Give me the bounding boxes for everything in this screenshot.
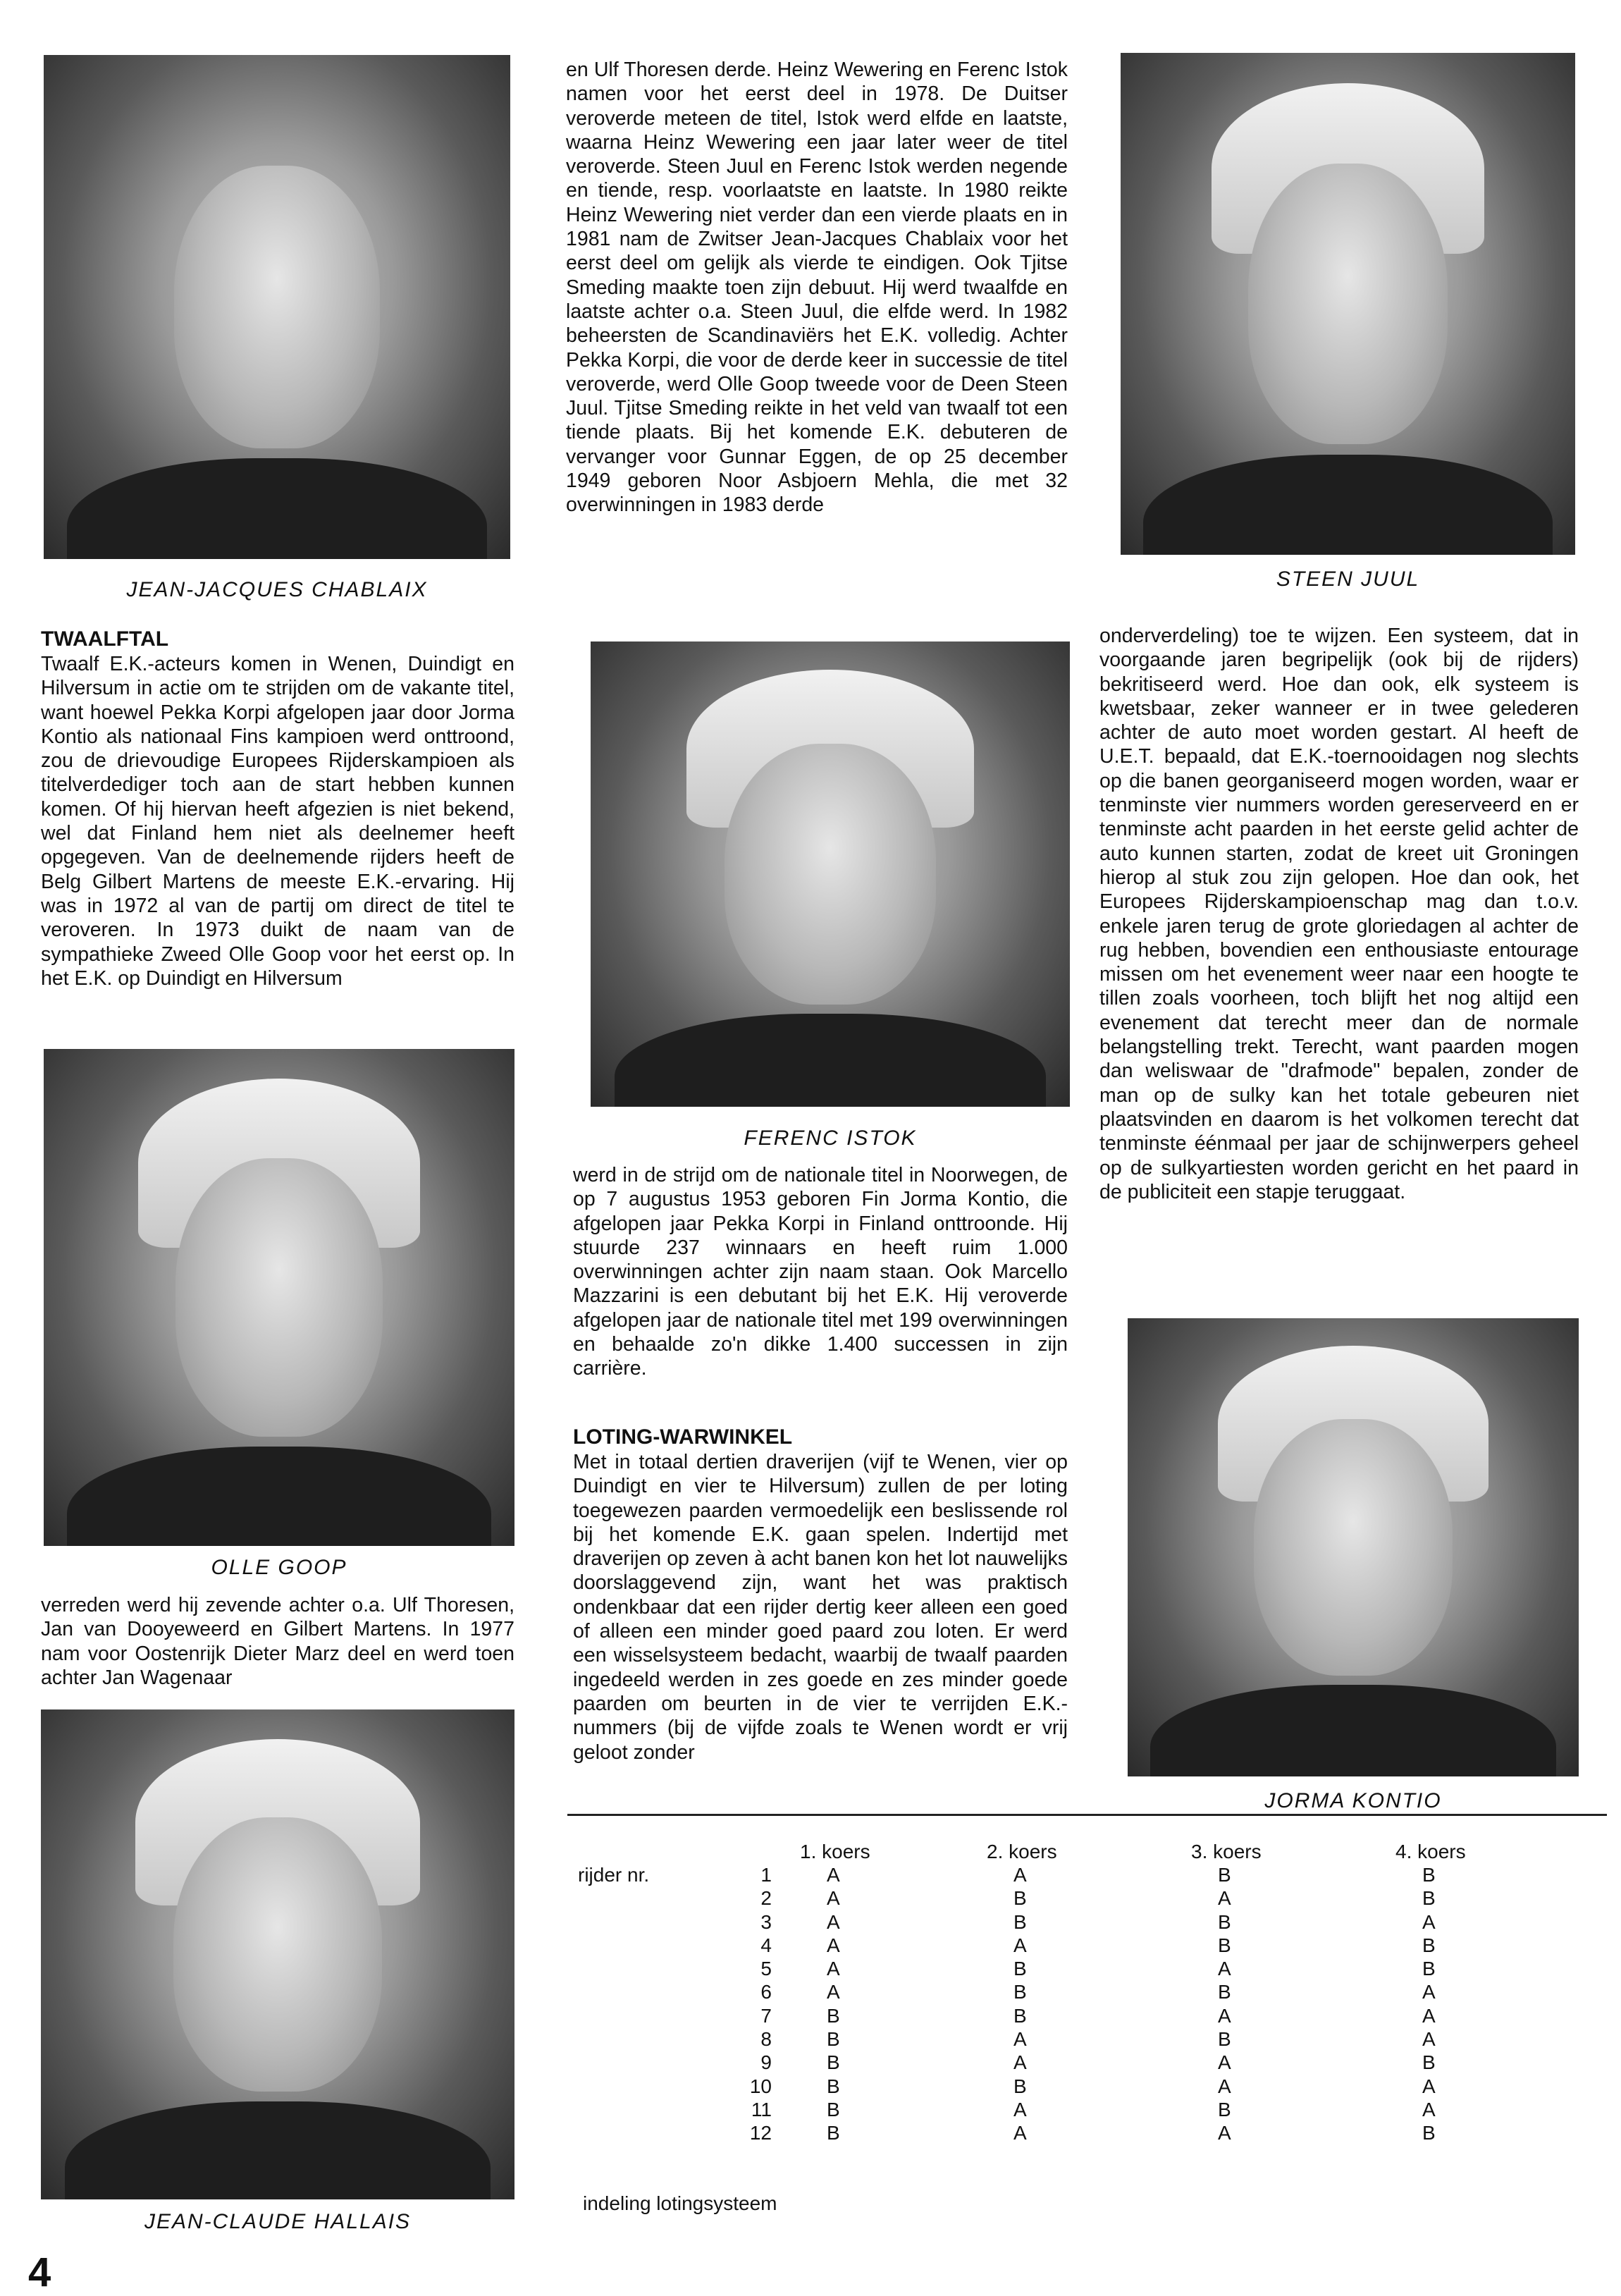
rider-number: 12 [749,2122,772,2144]
header-koers-4: 4. koers [1395,1840,1466,1862]
rider-number: 7 [760,2004,772,2027]
rider-number: 8 [760,2028,772,2051]
koers-cell: A [1218,2122,1231,2144]
koers-cell: B [1013,1887,1027,1910]
header-koers-3: 3. koers [1191,1840,1262,1862]
koers-cell: A [1218,1958,1231,1980]
koers-cell: A [1422,2075,1436,2097]
koers-cell: B [827,2122,840,2144]
heading-loting: LOTING-WARWINKEL [573,1425,793,1449]
koers-cell: A [1218,2075,1231,2097]
row-label [578,2075,691,2098]
col3-paragraph: onderverdeling) toe te wijzen. Een systeem, dat in voorgaande jaren begripelijk (ook bij de rijders) bekritiseerd werd. Hoe dan ook, elk systeem is kwetsbaar, zeker wanneer er in twee gelederen achter de auto moet worden gestart. Al heeft de U.E.T. bepaald, dat E.K.-toernooidagen nog slechts op die banen georganiseerd mogen worden, waar er tenminste vier nummers worden gereserveerd en er tenminste acht paarden in het eerste gelid achter de auto kunnen starten, zodat de kreet uit Groningen hierop al stuk zou zijn gelopen. Hoe dan ook, het Europees Rijderskampioenschap mag dan t.o.v. enkele jaren terug de grote gloriedagen al achter de rug hebben, bovendien een enthousiaste entourage missen om het evenement weer naar een hoogte te tillen zoals voorheen, toch blijft het nog altijd een evenement dat terecht meer dan de normale belangstelling trekt. Terecht, want paarden mogen dan weliswaar de "drafmode" bepalen, zonder de man op de sulky kan het totale gebeuren niet plaatsvinden en daarom is het volkomen terecht dat tenminste éénmaal per jaar de schijnwerpers geheel op de sulkyartiesten worden gericht en het paard in de publiciteit een stapje teruggaat. [1099,625,1579,1203]
koers-cell: B [1013,1910,1027,1933]
col2-paragraph-a: en Ulf Thoresen derde. Heinz Wewering en Ferenc Istok namen voor het eerst deel in 1978. De Duitser veroverde meteen de titel, Istok werd elfde en laatste, waarna Heinz Wewering een jaar later weer de titel veroverde. Steen Juul en Ferenc Istok werden negende en tiende, resp. voorlaatste en laatste. In 1980 reikte Heinz Wewering niet verder dan een vierde plaats en in 1981 nam de Zwitser Jean-Jacques Chablaix voor het eerst deel om gelijk als vierde te eindigen. Ook Tjitse Smeding maakte toen zijn debuut. Hij werd twaalfde en laatste achter o.a. Steen Juul, die elfde werd. In 1982 beheersten de Scandinaviërs het E.K. volledig. Achter Pekka Korpi, die voor de derde keer in successie de titel veroverde, werd Olle Goop tweede voor de Deen Steen Juul. Tjitse Smeding reikte in het veld van twaalf tot een tiende plaats. Bij het komende E.K. debuteren de vervanger voor Gunnar Eggen, de op 25 december 1949 geboren Noor Asbjoern Mehla, die met 32 overwinningen in 1983 derde [566,59,1068,517]
row-label: rijder nr. [578,1863,650,1886]
photo-goop [44,1049,514,1546]
koers-cell: A [1013,2122,1027,2144]
koers-cell: B [1218,2028,1231,2051]
table-row [578,2075,1565,2098]
photo-istok [591,641,1070,1107]
koers-cell: A [1218,1887,1231,1910]
koers-cell: B [827,2075,840,2097]
koers-cell: A [827,1958,840,1980]
table-row [578,2004,1565,2027]
col1-paragraph: Twaalf E.K.-acteurs komen in Wenen, Duindigt en Hilversum in actie om te strijden om de vakante titel, want hoewel Pekka Korpi afgelopen jaar door Jorma Kontio als nationaal Fins kampioen werd onttroond, zou de drievoudige Europees Rijderskampioen als titelverdediger toch aan de start hebben kunnen komen. Of hij hiervan heeft afgezien is niet bekend, wel dat Finland hem niet als deelnemer heeft opgegeven. Van de deelnemende rijders heeft de Belg Gilbert Martens de meeste E.K.-ervaring. Hij was in 1972 al van de partij om direct de titel te veroveren. In 1973 duikt de naam van de sympathieke Zweed Olle Goop voor het eerst op. In het E.K. op Duindigt en Hilversum [41,653,514,990]
rider-number: 9 [760,2051,772,2074]
koers-cell: A [1422,1981,1436,2003]
table-row [578,2122,1565,2145]
photo-hallais [41,1709,514,2199]
koers-cell: A [1218,2051,1231,2074]
article-col1-bottom [41,1593,514,1690]
rider-number: 1 [760,1863,772,1886]
heading-twaalftal: TWAALFTAL [41,627,169,651]
page-number: 4 [28,2249,51,2295]
koers-cell: B [1218,1910,1231,1933]
rider-number: 6 [760,1981,772,2003]
table-row [578,1934,1565,1957]
row-label [578,1981,691,2004]
row-label [578,1910,691,1934]
koers-cell: B [1422,1958,1436,1980]
koers-cell: B [1218,1981,1231,2003]
rider-number: 10 [749,2075,772,2097]
table-body [578,1863,1565,2145]
table-row [578,1910,1565,1934]
koers-cell: B [1218,1863,1231,1886]
koers-cell: A [1422,1910,1436,1933]
row-label [578,2004,691,2027]
article-col2-top [566,58,1068,517]
col1-paragraph-b: verreden werd hij zevende achter o.a. Ulf Thoresen, Jan van Dooyeweerd en Gilbert Martens. In 1977 nam voor Oostenrijk Dieter Marz deel en werd toen achter Jan Wagenaar [41,1594,514,1689]
row-label [578,2051,691,2075]
table-row [578,1957,1565,1980]
koers-cell: B [1013,2075,1027,2097]
photo-chablaix [44,55,510,559]
koers-cell: A [1422,2098,1436,2120]
row-label [578,1934,691,1957]
table-top-rule [567,1814,1607,1816]
table-row [578,1863,1565,1886]
photo-kontio [1128,1318,1579,1776]
col2-paragraph-b: werd in de strijd om de nationale titel in Noorwegen, de op 7 augustus 1953 geboren Fin Jorma Kontio, die afgelopen jaar Pekka Korpi in Finland onttroonde. Hij stuurde 237 winnaars en heeft ruim 1.000 overwinningen achter zijn naam staan. Ook Marcello Mazzarini is een debutant bij het E.K. Hij veroverde afgelopen jaar de nationale titel met 199 overwinningen en behaalde zo'n dikke 1.400 successen in zijn carrière. [573,1164,1068,1380]
koers-cell: A [827,1863,840,1886]
koers-cell: A [827,1981,840,2003]
koers-cell: A [1013,1863,1027,1886]
koers-cell: B [827,2051,840,2074]
koers-cell: A [1013,1934,1027,1956]
koers-cell: B [827,2028,840,2051]
koers-cell: B [1422,1863,1436,1886]
koers-cell: B [827,2098,840,2120]
table-caption: indeling lotingsysteem [583,2192,777,2214]
row-label [578,2098,691,2121]
koers-cell: B [1422,2051,1436,2074]
table-row [578,1981,1565,2004]
caption-hallais: JEAN-CLAUDE HALLAIS [144,2210,412,2233]
article-col3 [1099,624,1579,1204]
table-row [578,2098,1565,2121]
koers-cell: B [1013,1958,1027,1980]
koers-cell: A [827,1910,840,1933]
header-koers-1: 1. koers [800,1840,870,1862]
rider-number: 11 [751,2098,772,2120]
photo-juul [1121,53,1575,555]
koers-cell: A [1218,2004,1231,2027]
koers-cell: B [1013,2004,1027,2027]
row-label [578,1887,691,1910]
table-row [578,2051,1565,2075]
koers-cell: A [1422,2004,1436,2027]
koers-cell: A [827,1934,840,1956]
rider-number: 4 [760,1934,772,1956]
caption-istok: FERENC ISTOK [744,1126,917,1150]
koers-cell: B [1422,2122,1436,2144]
article-col2-bottom [573,1450,1068,1764]
koers-cell: B [1218,2098,1231,2120]
table-header-row [578,1840,1565,1863]
table-row [578,2027,1565,2051]
koers-cell: A [1422,2028,1436,2051]
row-label [578,2027,691,2051]
koers-cell: B [1013,1981,1027,2003]
koers-cell: B [1218,1934,1231,1956]
caption-juul: STEEN JUUL [1276,567,1420,591]
koers-cell: A [1013,2098,1027,2120]
article-col1-top [41,652,514,990]
caption-chablaix: JEAN-JACQUES CHABLAIX [126,578,428,601]
koers-cell: A [1013,2051,1027,2074]
row-label [578,2122,691,2145]
table-row [578,1887,1565,1910]
loting-table [578,1840,1565,2145]
caption-goop: OLLE GOOP [211,1556,347,1579]
koers-cell: B [827,2004,840,2027]
caption-kontio: JORMA KONTIO [1264,1789,1442,1812]
rider-number: 5 [760,1958,772,1980]
rider-number: 3 [760,1910,772,1933]
row-label [578,1957,691,1980]
article-col2-middle [573,1163,1068,1381]
col2-paragraph-c: Met in totaal dertien draverijen (vijf te Wenen, vier op Duindigt en vier te Hilversum) zullen de per loting toegewezen paarden vermoedelijk een beslissende rol bij het komende E.K. gaan spelen. Indertijd met draverijen op zeven à acht banen kon het lot nauwelijks doorslaggevend zijn, want het was praktisch ondenkbaar dat een rijder dertig keer alleen een goed of alleen een minder goed paard zou loten. Er werd een wisselsysteem bedacht, waarbij de twaalf paarden ingedeeld werden in zes goede en zes minder goede paarden om beurten in de vier te verrijden E.K.-nummers (bij de vijfde zoals te Wenen wordt er vrij geloot zonder [573,1451,1068,1764]
koers-cell: B [1422,1934,1436,1956]
rider-number: 2 [760,1887,772,1910]
header-koers-2: 2. koers [987,1840,1057,1862]
koers-cell: B [1422,1887,1436,1910]
koers-cell: A [1013,2028,1027,2051]
koers-cell: A [827,1887,840,1910]
